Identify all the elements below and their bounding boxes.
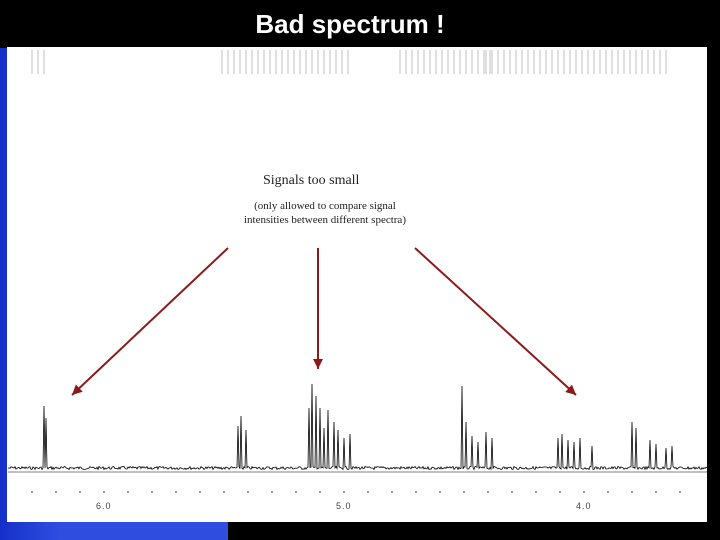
axis-dot xyxy=(439,491,441,493)
arrow-shaft xyxy=(72,248,228,395)
axis-dot xyxy=(655,491,657,493)
arrow-shaft xyxy=(415,248,576,395)
axis-dot xyxy=(223,491,225,493)
axis-label-6: 6.0 xyxy=(96,501,112,511)
axis-dot xyxy=(151,491,153,493)
axis-dot xyxy=(607,491,609,493)
axis-dot xyxy=(415,491,417,493)
axis-dot xyxy=(79,491,81,493)
axis-dot xyxy=(199,491,201,493)
axis-dot xyxy=(55,491,57,493)
axis-dot xyxy=(271,491,273,493)
axis-dot xyxy=(103,491,105,493)
axis-tick-dots xyxy=(31,491,681,493)
annotation-main: Signals too small xyxy=(263,173,360,188)
axis-dot xyxy=(487,491,489,493)
annotation-arrows xyxy=(72,248,576,395)
arrow-head xyxy=(313,359,323,369)
annotation-sub: (only allowed to compare signal intensities between different spectra) xyxy=(244,200,406,226)
axis-dot xyxy=(175,491,177,493)
axis-dot xyxy=(367,491,369,493)
axis-dot xyxy=(295,491,297,493)
axis-dot xyxy=(631,491,633,493)
axis-dot xyxy=(559,491,561,493)
axis-dot xyxy=(583,491,585,493)
slide-title: Bad spectrum ! xyxy=(255,9,445,39)
axis-dot xyxy=(391,491,393,493)
axis-dot xyxy=(463,491,465,493)
axis-dot xyxy=(319,491,321,493)
axis-dot xyxy=(343,491,345,493)
axis-dot xyxy=(679,491,681,493)
axis-label-5: 5.0 xyxy=(336,501,352,511)
axis-dot xyxy=(127,491,129,493)
axis-label-4: 4.0 xyxy=(576,501,592,511)
axis-dot xyxy=(247,491,249,493)
axis-dot xyxy=(31,491,33,493)
peak-label-ticks xyxy=(32,50,666,74)
nmr-spectrum-trace xyxy=(8,384,707,470)
axis-dot xyxy=(511,491,513,493)
axis-dot xyxy=(535,491,537,493)
